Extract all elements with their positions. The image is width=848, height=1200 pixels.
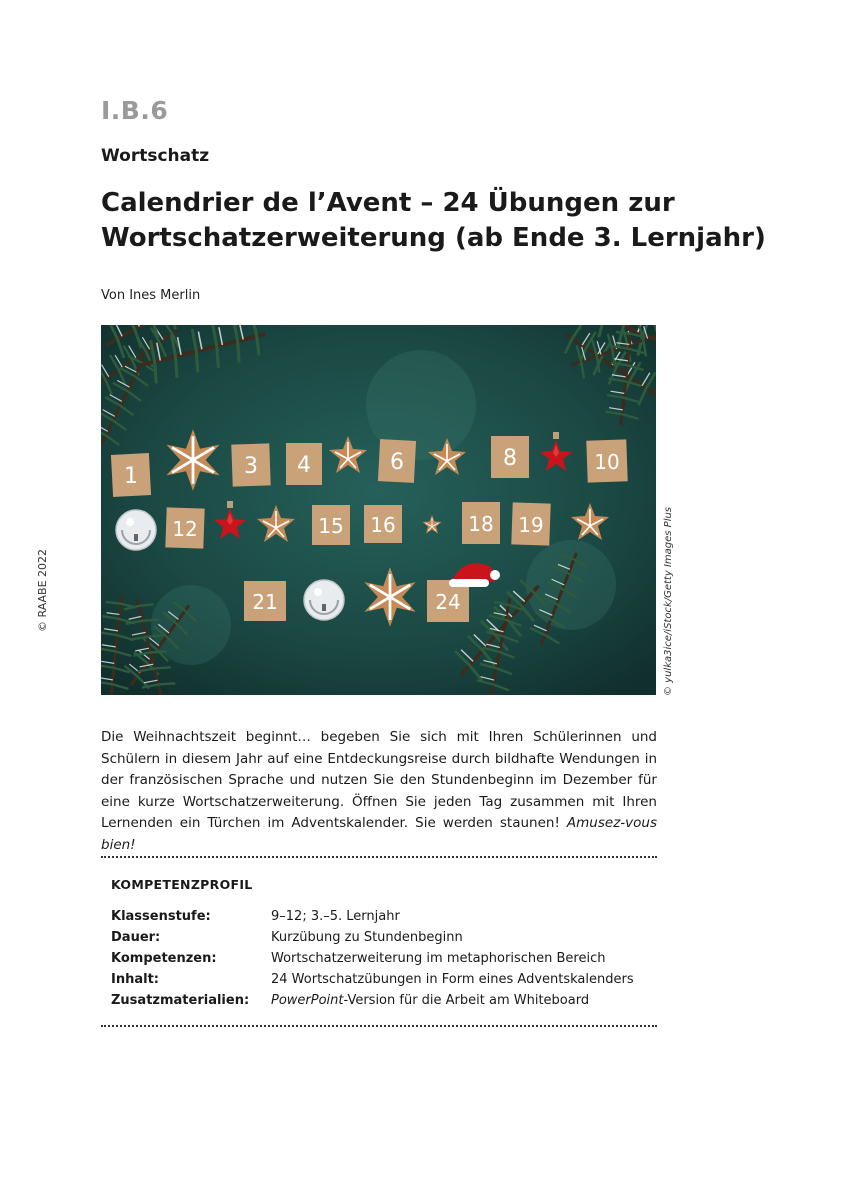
intro-closing: Amusez-vous bien! xyxy=(101,815,657,853)
profile-label: Dauer: xyxy=(111,930,161,945)
competence-profile-table xyxy=(111,906,651,1011)
profile-value-rest: -Version für die Arbeit am Whiteboard xyxy=(343,993,590,1008)
advent-card-16-number: 16 xyxy=(370,513,396,537)
advent-card-1 xyxy=(111,453,151,497)
profile-value xyxy=(271,990,651,1011)
profile-value-italic: PowerPoint xyxy=(271,993,344,1008)
advent-card-19 xyxy=(511,502,550,545)
profile-row xyxy=(111,990,651,1011)
advent-card-6 xyxy=(378,439,416,483)
side-copyright: © RAABE 2022 xyxy=(36,548,49,632)
title-line-1: Calendrier de l’Avent – 24 Übungen zur xyxy=(101,188,675,218)
category-label: Wortschatz xyxy=(101,146,210,166)
profile-label: Kompetenzen: xyxy=(111,951,217,966)
dotted-divider-bottom xyxy=(101,1025,657,1027)
advent-card-16 xyxy=(364,505,402,543)
advent-card-4-number: 4 xyxy=(297,453,311,478)
jingle-bell xyxy=(116,510,156,550)
section-code: I.B.6 xyxy=(101,96,169,125)
advent-card-10 xyxy=(586,439,627,482)
profile-label: Zusatzmaterialien: xyxy=(111,993,250,1008)
author-line: Von Ines Merlin xyxy=(101,288,201,303)
competence-profile-heading: KOMPETENZPROFIL xyxy=(111,877,253,892)
profile-label: Inhalt: xyxy=(111,972,159,987)
profile-row xyxy=(111,927,651,948)
title-line-2: Wortschatzerweiterung (ab Ende 3. Lernjahr) xyxy=(101,223,766,253)
advent-calendar-photo xyxy=(101,325,656,695)
advent-card-15 xyxy=(312,505,350,545)
profile-value: Wortschatzerweiterung im metaphorischen Bereich xyxy=(271,951,606,966)
advent-card-18-number: 18 xyxy=(468,512,494,536)
advent-card-12 xyxy=(165,507,204,548)
profile-row xyxy=(111,969,651,990)
advent-card-8-number: 8 xyxy=(503,446,517,471)
advent-card-18 xyxy=(462,502,500,544)
advent-card-12-number: 12 xyxy=(172,517,198,541)
advent-card-8 xyxy=(491,436,529,478)
profile-value: 9–12; 3.–5. Lernjahr xyxy=(271,909,400,924)
advent-card-15-number: 15 xyxy=(318,514,344,538)
advent-card-19-number: 19 xyxy=(518,513,544,537)
intro-paragraph xyxy=(101,727,657,856)
advent-card-24-number: 24 xyxy=(435,590,461,614)
profile-label: Klassenstufe: xyxy=(111,909,211,924)
advent-card-6-number: 6 xyxy=(390,450,404,475)
intro-text: Die Weihnachtszeit beginnt… begeben Sie sich mit Ihren Schülerinnen und Schülern in diesem Jahr auf eine Entdeckungsreise durch bildhafte Wendungen in der französischen Sprache und nutzen Sie den Stundenbeginn im Dezember für eine kurze Wortschatzerweiterung. Öffnen Sie jeden Tag zusammen mit Ihren Lernenden ein Türchen im Adventskalender. Sie werden staunen! xyxy=(101,729,657,831)
profile-value: Kurzübung zu Stundenbeginn xyxy=(271,930,463,945)
advent-card-21-number: 21 xyxy=(252,590,278,614)
profile-row xyxy=(111,906,651,927)
advent-card-21 xyxy=(244,581,286,621)
profile-value: 24 Wortschatzübungen in Form eines Adventskalenders xyxy=(271,972,634,987)
advent-card-3 xyxy=(231,443,270,486)
advent-card-4 xyxy=(286,443,322,485)
advent-card-10-number: 10 xyxy=(594,450,620,474)
advent-card-1-number: 1 xyxy=(124,464,138,489)
photo-credit: © yulka3ice/iStock/Getty Images Plus xyxy=(663,506,674,696)
advent-card-3-number: 3 xyxy=(244,454,258,479)
profile-row xyxy=(111,948,651,969)
jingle-bell xyxy=(304,580,344,620)
page-title xyxy=(101,186,766,256)
dotted-divider-top xyxy=(101,856,657,858)
